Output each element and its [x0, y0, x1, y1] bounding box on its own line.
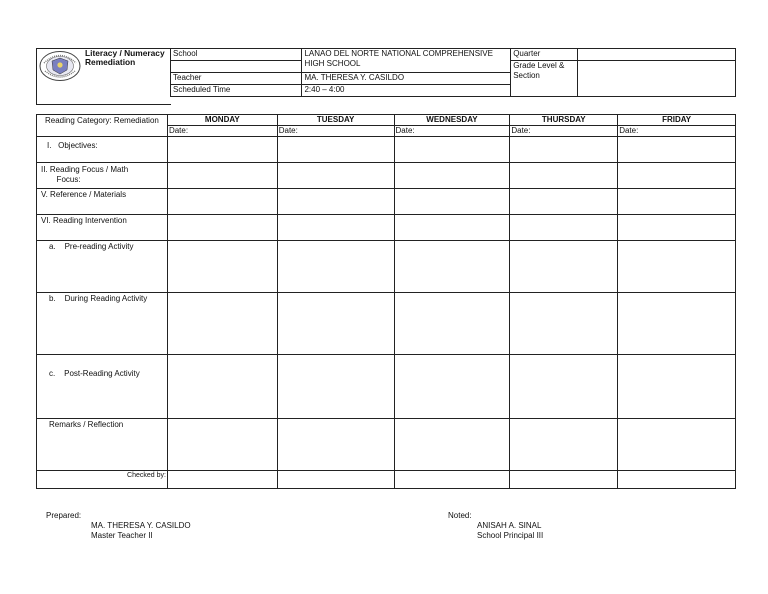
cell[interactable] — [167, 471, 277, 489]
cell[interactable] — [394, 355, 510, 419]
cell[interactable] — [167, 293, 277, 355]
cell[interactable] — [167, 419, 277, 471]
date-wednesday[interactable]: Date: — [394, 126, 510, 137]
row-objectives: I. Objectives: — [37, 137, 168, 163]
cell[interactable] — [277, 137, 394, 163]
cell[interactable] — [277, 189, 394, 215]
teacher-value: MA. THERESA Y. CASILDO — [302, 73, 511, 85]
cell[interactable] — [277, 215, 394, 241]
row-reference-materials: V. Reference / Materials — [37, 189, 168, 215]
cell[interactable] — [277, 471, 394, 489]
day-friday: FRIDAY — [618, 115, 736, 126]
cell[interactable] — [618, 163, 736, 189]
cell[interactable] — [394, 293, 510, 355]
deped-seal-logo — [38, 50, 82, 82]
cell[interactable] — [510, 163, 618, 189]
grade-level-label: Grade Level & Section — [511, 61, 578, 97]
seal-icon — [38, 50, 82, 82]
row-pre-reading: a. Pre-reading Activity — [37, 241, 168, 293]
cell[interactable] — [618, 215, 736, 241]
cell[interactable] — [510, 293, 618, 355]
cell[interactable] — [167, 355, 277, 419]
cell[interactable] — [167, 215, 277, 241]
cell[interactable] — [618, 241, 736, 293]
day-monday: MONDAY — [167, 115, 277, 126]
cell[interactable] — [394, 163, 510, 189]
cell[interactable] — [167, 163, 277, 189]
quarter-value[interactable] — [578, 49, 736, 61]
noted-label: Noted: — [448, 511, 472, 520]
prepared-label: Prepared: — [46, 511, 82, 520]
cell[interactable] — [510, 137, 618, 163]
cell[interactable] — [277, 355, 394, 419]
row-reading-intervention: VI. Reading Intervention — [37, 215, 168, 241]
cell[interactable] — [167, 189, 277, 215]
teacher-label: Teacher — [171, 73, 302, 85]
cell[interactable] — [618, 137, 736, 163]
grade-level-value[interactable] — [578, 61, 736, 97]
time-label: Scheduled Time — [171, 85, 302, 97]
date-thursday[interactable]: Date: — [510, 126, 618, 137]
row-post-reading: c. Post-Reading Activity — [37, 355, 168, 419]
prepared-title: Master Teacher II — [91, 531, 153, 540]
header-info-table — [170, 48, 736, 97]
cell[interactable] — [394, 471, 510, 489]
date-monday[interactable]: Date: — [167, 126, 277, 137]
row-remarks: Remarks / Reflection — [37, 419, 168, 471]
cell[interactable] — [394, 419, 510, 471]
cell[interactable] — [167, 137, 277, 163]
cell[interactable] — [510, 355, 618, 419]
noted-name: ANISAH A. SINAL — [477, 521, 542, 530]
checked-by-label: Checked by: — [37, 471, 168, 489]
day-wednesday: WEDNESDAY — [394, 115, 510, 126]
cell[interactable] — [277, 241, 394, 293]
cell[interactable] — [510, 215, 618, 241]
cell[interactable] — [510, 189, 618, 215]
cell[interactable] — [394, 241, 510, 293]
cell[interactable] — [394, 215, 510, 241]
day-thursday: THURSDAY — [510, 115, 618, 126]
cell[interactable] — [510, 419, 618, 471]
cell[interactable] — [167, 241, 277, 293]
cell[interactable] — [277, 163, 394, 189]
cell[interactable] — [277, 293, 394, 355]
school-value: LANAO DEL NORTE NATIONAL COMPREHENSIVE HIGH SCHOOL — [302, 49, 511, 73]
noted-title: School Principal III — [477, 531, 544, 540]
prepared-name: MA. THERESA Y. CASILDO — [91, 521, 191, 530]
header-section — [36, 48, 736, 104]
quarter-label: Quarter — [511, 49, 578, 61]
row-during-reading: b. During Reading Activity — [37, 293, 168, 355]
row-reading-focus: II. Reading Focus / Math Focus: — [37, 163, 168, 189]
cell[interactable] — [510, 471, 618, 489]
cell[interactable] — [618, 419, 736, 471]
time-value: 2:40 – 4:00 — [302, 85, 511, 97]
school-label: School — [171, 49, 302, 61]
cell[interactable] — [394, 189, 510, 215]
cell[interactable] — [618, 471, 736, 489]
date-tuesday[interactable]: Date: — [277, 126, 394, 137]
cell[interactable] — [618, 355, 736, 419]
date-friday[interactable]: Date: — [618, 126, 736, 137]
cell[interactable] — [510, 241, 618, 293]
cell[interactable] — [394, 137, 510, 163]
cell[interactable] — [618, 293, 736, 355]
form-title: Literacy / Numeracy Remediation — [85, 48, 165, 67]
cell[interactable] — [277, 419, 394, 471]
reading-category: Reading Category: Remediation — [37, 115, 168, 137]
day-tuesday: TUESDAY — [277, 115, 394, 126]
cell[interactable] — [618, 189, 736, 215]
school-label-spacer — [171, 61, 302, 73]
lesson-plan-table — [36, 114, 736, 489]
